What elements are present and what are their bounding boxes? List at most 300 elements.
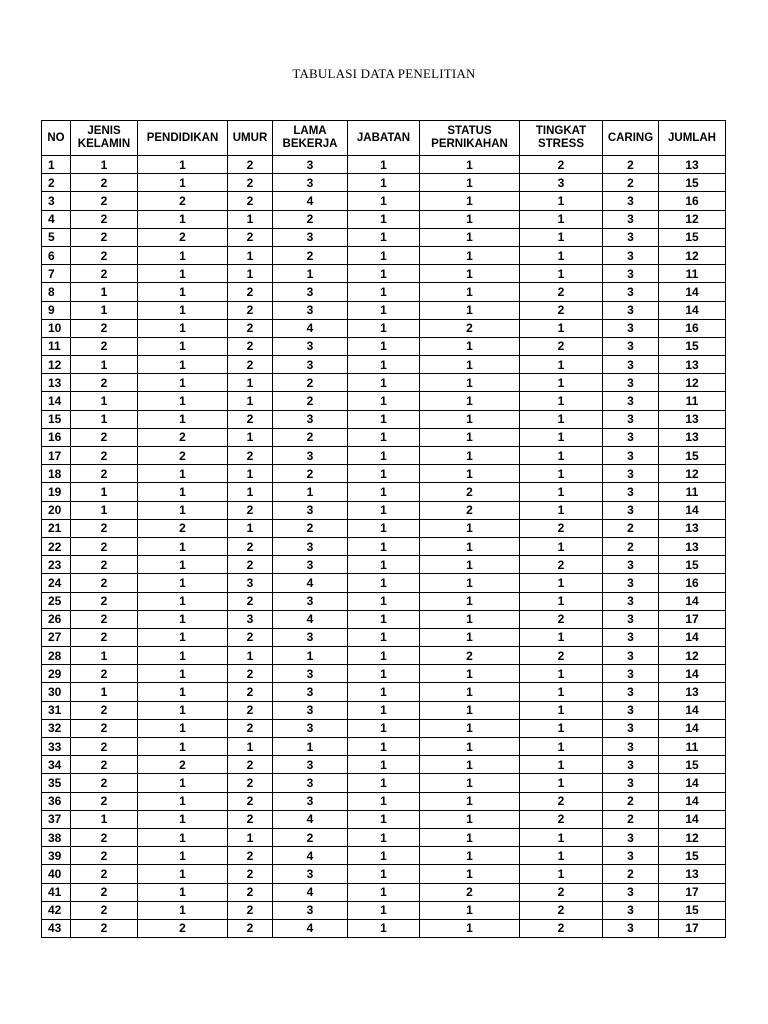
table-cell: 2 bbox=[273, 428, 348, 446]
table-cell: 1 bbox=[71, 283, 138, 301]
table-cell: 2 bbox=[273, 374, 348, 392]
table-cell: 12 bbox=[42, 356, 71, 374]
table-cell: 4 bbox=[273, 610, 348, 628]
table-row bbox=[42, 246, 726, 264]
table-cell: 36 bbox=[42, 792, 71, 810]
table-cell: 1 bbox=[520, 410, 603, 428]
table-cell: 2 bbox=[603, 537, 659, 555]
table-cell: 3 bbox=[273, 592, 348, 610]
table-cell: 4 bbox=[273, 319, 348, 337]
table-cell: 3 bbox=[603, 501, 659, 519]
table-cell: 1 bbox=[520, 265, 603, 283]
table-cell: 14 bbox=[659, 665, 726, 683]
table-cell: 14 bbox=[659, 592, 726, 610]
table-cell: 1 bbox=[520, 192, 603, 210]
table-cell: 20 bbox=[42, 501, 71, 519]
table-cell: 1 bbox=[520, 392, 603, 410]
table-cell: 3 bbox=[603, 319, 659, 337]
column-header bbox=[42, 121, 71, 156]
table-row bbox=[42, 647, 726, 665]
table-cell: 1 bbox=[348, 519, 420, 537]
table-cell: 2 bbox=[71, 228, 138, 246]
table-cell: 1 bbox=[71, 501, 138, 519]
table-cell: 1 bbox=[520, 774, 603, 792]
table-cell: 1 bbox=[348, 556, 420, 574]
table-cell: 12 bbox=[659, 246, 726, 264]
column-header-text: PENDIDIKAN bbox=[146, 131, 219, 144]
table-cell: 3 bbox=[273, 901, 348, 919]
table-cell: 1 bbox=[520, 356, 603, 374]
table-cell: 1 bbox=[420, 628, 520, 646]
table-cell: 14 bbox=[659, 301, 726, 319]
table-cell: 1 bbox=[420, 374, 520, 392]
table-cell: 1 bbox=[420, 574, 520, 592]
table-cell: 2 bbox=[228, 883, 273, 901]
table-cell: 1 bbox=[71, 483, 138, 501]
table-cell: 2 bbox=[71, 574, 138, 592]
column-header-text: TINGKAT bbox=[535, 125, 587, 137]
table-cell: 1 bbox=[420, 174, 520, 192]
table-cell: 2 bbox=[603, 792, 659, 810]
table-cell: 1 bbox=[348, 228, 420, 246]
table-cell: 2 bbox=[603, 174, 659, 192]
table-cell: 3 bbox=[273, 556, 348, 574]
table-cell: 2 bbox=[520, 810, 603, 828]
table-cell: 1 bbox=[71, 810, 138, 828]
table-cell: 3 bbox=[603, 665, 659, 683]
table-cell: 16 bbox=[659, 192, 726, 210]
table-row bbox=[42, 228, 726, 246]
table-cell: 1 bbox=[348, 301, 420, 319]
table-cell: 2 bbox=[138, 919, 228, 937]
table-cell: 18 bbox=[42, 465, 71, 483]
table-cell: 3 bbox=[273, 156, 348, 174]
table-cell: 3 bbox=[42, 192, 71, 210]
table-row bbox=[42, 719, 726, 737]
table-cell: 1 bbox=[348, 537, 420, 555]
table-cell: 1 bbox=[520, 465, 603, 483]
table-cell: 16 bbox=[42, 428, 71, 446]
table-cell: 3 bbox=[603, 556, 659, 574]
table-cell: 1 bbox=[71, 356, 138, 374]
table-cell: 17 bbox=[659, 610, 726, 628]
table-cell: 1 bbox=[420, 356, 520, 374]
table-row bbox=[42, 610, 726, 628]
table-cell: 1 bbox=[520, 428, 603, 446]
table-cell: 41 bbox=[42, 883, 71, 901]
table-cell: 2 bbox=[228, 792, 273, 810]
table-row bbox=[42, 810, 726, 828]
table-cell: 2 bbox=[71, 628, 138, 646]
table-cell: 2 bbox=[520, 337, 603, 355]
table-cell: 2 bbox=[71, 883, 138, 901]
table-row bbox=[42, 156, 726, 174]
table-cell: 14 bbox=[659, 810, 726, 828]
table-cell: 1 bbox=[348, 246, 420, 264]
table-cell: 2 bbox=[71, 919, 138, 937]
table-cell: 1 bbox=[348, 156, 420, 174]
table-cell: 4 bbox=[273, 574, 348, 592]
table-cell: 1 bbox=[138, 246, 228, 264]
table-cell: 1 bbox=[348, 865, 420, 883]
table-cell: 2 bbox=[228, 756, 273, 774]
table-row bbox=[42, 901, 726, 919]
table-cell: 2 bbox=[228, 156, 273, 174]
table-cell: 1 bbox=[420, 228, 520, 246]
table-cell: 1 bbox=[42, 156, 71, 174]
table-cell: 1 bbox=[348, 665, 420, 683]
table-cell: 1 bbox=[420, 774, 520, 792]
column-header-text: BEKERJA bbox=[282, 138, 338, 150]
table-cell: 2 bbox=[520, 610, 603, 628]
column-header-text: PERNIKAHAN bbox=[431, 138, 508, 150]
table-cell: 14 bbox=[659, 283, 726, 301]
table-cell: 2 bbox=[71, 537, 138, 555]
table-cell: 21 bbox=[42, 519, 71, 537]
table-cell: 14 bbox=[42, 392, 71, 410]
document-title: TABULASI DATA PENELITIAN bbox=[292, 66, 476, 81]
table-cell: 2 bbox=[228, 228, 273, 246]
table-cell: 15 bbox=[659, 847, 726, 865]
table-row bbox=[42, 738, 726, 756]
table-row bbox=[42, 883, 726, 901]
table-cell: 1 bbox=[420, 447, 520, 465]
table-cell: 2 bbox=[138, 192, 228, 210]
table-cell: 16 bbox=[659, 574, 726, 592]
table-cell: 2 bbox=[228, 556, 273, 574]
table-row bbox=[42, 501, 726, 519]
table-cell: 2 bbox=[520, 283, 603, 301]
table-cell: 1 bbox=[138, 174, 228, 192]
table-cell: 1 bbox=[138, 592, 228, 610]
table-cell: 1 bbox=[348, 265, 420, 283]
table-cell: 2 bbox=[520, 883, 603, 901]
table-cell: 3 bbox=[603, 337, 659, 355]
table-cell: 1 bbox=[420, 392, 520, 410]
table-cell: 1 bbox=[420, 865, 520, 883]
table-cell: 1 bbox=[348, 883, 420, 901]
table-cell: 1 bbox=[228, 465, 273, 483]
table-cell: 4 bbox=[273, 883, 348, 901]
table-row bbox=[42, 283, 726, 301]
table-cell: 1 bbox=[420, 901, 520, 919]
table-cell: 1 bbox=[348, 483, 420, 501]
table-cell: 2 bbox=[228, 337, 273, 355]
table-cell: 3 bbox=[273, 628, 348, 646]
table-cell: 1 bbox=[228, 483, 273, 501]
table-cell: 3 bbox=[603, 392, 659, 410]
table-cell: 1 bbox=[348, 174, 420, 192]
table-row bbox=[42, 447, 726, 465]
table-row bbox=[42, 919, 726, 937]
table-cell: 13 bbox=[659, 410, 726, 428]
table-cell: 2 bbox=[420, 883, 520, 901]
table-row bbox=[42, 174, 726, 192]
table-cell: 2 bbox=[71, 865, 138, 883]
table-cell: 1 bbox=[348, 719, 420, 737]
table-row bbox=[42, 519, 726, 537]
table-cell: 2 bbox=[71, 556, 138, 574]
table-cell: 3 bbox=[273, 174, 348, 192]
table-cell: 1 bbox=[520, 319, 603, 337]
table-cell: 1 bbox=[420, 210, 520, 228]
table-cell: 3 bbox=[273, 283, 348, 301]
column-header bbox=[520, 121, 603, 156]
table-cell: 2 bbox=[228, 628, 273, 646]
table-cell: 3 bbox=[273, 701, 348, 719]
table-cell: 2 bbox=[520, 556, 603, 574]
column-header-text: JUMLAH bbox=[668, 131, 716, 144]
table-cell: 2 bbox=[520, 901, 603, 919]
table-cell: 2 bbox=[603, 865, 659, 883]
table-cell: 2 bbox=[42, 174, 71, 192]
table-cell: 2 bbox=[71, 828, 138, 846]
table-cell: 27 bbox=[42, 628, 71, 646]
table-cell: 3 bbox=[273, 719, 348, 737]
table-cell: 1 bbox=[348, 847, 420, 865]
table-cell: 1 bbox=[348, 774, 420, 792]
table-cell: 1 bbox=[348, 901, 420, 919]
table-cell: 1 bbox=[348, 337, 420, 355]
table-cell: 2 bbox=[228, 719, 273, 737]
table-cell: 3 bbox=[273, 356, 348, 374]
table-cell: 3 bbox=[603, 192, 659, 210]
table-cell: 3 bbox=[603, 428, 659, 446]
table-cell: 9 bbox=[42, 301, 71, 319]
table-cell: 15 bbox=[659, 901, 726, 919]
column-header-text: NO bbox=[47, 131, 65, 144]
table-cell: 3 bbox=[273, 756, 348, 774]
table-cell: 16 bbox=[659, 319, 726, 337]
table-cell: 35 bbox=[42, 774, 71, 792]
table-cell: 1 bbox=[228, 828, 273, 846]
table-cell: 3 bbox=[603, 628, 659, 646]
table-cell: 4 bbox=[273, 847, 348, 865]
table-body bbox=[42, 156, 726, 938]
table-cell: 15 bbox=[659, 756, 726, 774]
table-cell: 3 bbox=[603, 447, 659, 465]
table-cell: 2 bbox=[71, 246, 138, 264]
table-cell: 2 bbox=[71, 337, 138, 355]
table-cell: 12 bbox=[659, 374, 726, 392]
table-cell: 1 bbox=[228, 392, 273, 410]
table-row bbox=[42, 756, 726, 774]
table-cell: 1 bbox=[138, 665, 228, 683]
table-cell: 3 bbox=[603, 374, 659, 392]
table-cell: 1 bbox=[420, 592, 520, 610]
table-cell: 11 bbox=[659, 738, 726, 756]
table-cell: 2 bbox=[520, 519, 603, 537]
table-cell: 1 bbox=[420, 665, 520, 683]
table-cell: 1 bbox=[420, 519, 520, 537]
column-header bbox=[659, 121, 726, 156]
table-cell: 3 bbox=[228, 574, 273, 592]
table-cell: 2 bbox=[603, 156, 659, 174]
table-cell: 1 bbox=[228, 519, 273, 537]
table-cell: 1 bbox=[420, 847, 520, 865]
table-cell: 1 bbox=[348, 356, 420, 374]
table-cell: 2 bbox=[138, 447, 228, 465]
table-cell: 14 bbox=[659, 719, 726, 737]
table-row bbox=[42, 683, 726, 701]
table-cell: 26 bbox=[42, 610, 71, 628]
table-cell: 1 bbox=[138, 410, 228, 428]
table-cell: 2 bbox=[71, 847, 138, 865]
table-cell: 2 bbox=[228, 192, 273, 210]
table-cell: 2 bbox=[228, 356, 273, 374]
table-cell: 1 bbox=[348, 283, 420, 301]
table-cell: 2 bbox=[71, 792, 138, 810]
table-cell: 2 bbox=[228, 283, 273, 301]
table-cell: 2 bbox=[228, 319, 273, 337]
column-header bbox=[138, 121, 228, 156]
table-cell: 32 bbox=[42, 719, 71, 737]
table-cell: 3 bbox=[273, 301, 348, 319]
table-cell: 3 bbox=[603, 774, 659, 792]
table-cell: 1 bbox=[348, 810, 420, 828]
table-cell: 1 bbox=[348, 319, 420, 337]
table-cell: 1 bbox=[273, 738, 348, 756]
column-header-text: JENIS bbox=[87, 125, 121, 137]
table-cell: 1 bbox=[138, 374, 228, 392]
table-cell: 1 bbox=[420, 410, 520, 428]
table-cell: 2 bbox=[71, 901, 138, 919]
table-cell: 1 bbox=[138, 265, 228, 283]
table-cell: 2 bbox=[420, 483, 520, 501]
table-cell: 1 bbox=[420, 537, 520, 555]
table-cell: 2 bbox=[71, 519, 138, 537]
table-cell: 1 bbox=[138, 865, 228, 883]
table-cell: 4 bbox=[273, 919, 348, 937]
table-cell: 2 bbox=[520, 919, 603, 937]
table-cell: 2 bbox=[71, 319, 138, 337]
table-cell: 1 bbox=[273, 483, 348, 501]
table-cell: 1 bbox=[138, 792, 228, 810]
table-cell: 1 bbox=[520, 756, 603, 774]
table-cell: 1 bbox=[138, 628, 228, 646]
table-cell: 1 bbox=[138, 847, 228, 865]
table-cell: 1 bbox=[138, 701, 228, 719]
table-cell: 1 bbox=[520, 701, 603, 719]
table-cell: 15 bbox=[659, 174, 726, 192]
table-cell: 5 bbox=[42, 228, 71, 246]
table-cell: 1 bbox=[520, 574, 603, 592]
table-cell: 1 bbox=[520, 483, 603, 501]
table-cell: 13 bbox=[42, 374, 71, 392]
table-cell: 11 bbox=[42, 337, 71, 355]
table-cell: 1 bbox=[520, 738, 603, 756]
table-cell: 1 bbox=[520, 228, 603, 246]
table-cell: 1 bbox=[520, 683, 603, 701]
table-cell: 3 bbox=[273, 537, 348, 555]
table-cell: 15 bbox=[42, 410, 71, 428]
table-cell: 39 bbox=[42, 847, 71, 865]
table-cell: 2 bbox=[138, 756, 228, 774]
table-cell: 34 bbox=[42, 756, 71, 774]
table-cell: 1 bbox=[348, 192, 420, 210]
table-cell: 2 bbox=[71, 592, 138, 610]
table-cell: 3 bbox=[603, 738, 659, 756]
table-cell: 3 bbox=[273, 410, 348, 428]
table-cell: 3 bbox=[273, 228, 348, 246]
table-cell: 12 bbox=[659, 210, 726, 228]
table-cell: 3 bbox=[273, 774, 348, 792]
table-cell: 1 bbox=[228, 738, 273, 756]
table-cell: 4 bbox=[42, 210, 71, 228]
table-cell: 2 bbox=[273, 519, 348, 537]
column-header bbox=[420, 121, 520, 156]
table-row bbox=[42, 865, 726, 883]
table-cell: 1 bbox=[520, 865, 603, 883]
table-cell: 2 bbox=[273, 828, 348, 846]
table-cell: 2 bbox=[520, 647, 603, 665]
table-cell: 3 bbox=[603, 883, 659, 901]
table-cell: 2 bbox=[71, 465, 138, 483]
table-cell: 2 bbox=[71, 610, 138, 628]
table-cell: 1 bbox=[138, 828, 228, 846]
table-cell: 1 bbox=[71, 392, 138, 410]
table-cell: 24 bbox=[42, 574, 71, 592]
table-cell: 1 bbox=[420, 683, 520, 701]
column-header bbox=[603, 121, 659, 156]
table-cell: 3 bbox=[603, 610, 659, 628]
table-cell: 17 bbox=[42, 447, 71, 465]
table-cell: 19 bbox=[42, 483, 71, 501]
table-cell: 3 bbox=[603, 246, 659, 264]
table-cell: 1 bbox=[138, 901, 228, 919]
table-cell: 3 bbox=[228, 610, 273, 628]
table-cell: 1 bbox=[520, 665, 603, 683]
column-header-text: JABATAN bbox=[356, 131, 411, 144]
table-cell: 1 bbox=[138, 774, 228, 792]
table-cell: 3 bbox=[603, 356, 659, 374]
table-cell: 1 bbox=[138, 283, 228, 301]
table-cell: 15 bbox=[659, 228, 726, 246]
table-cell: 2 bbox=[71, 738, 138, 756]
table-cell: 1 bbox=[138, 883, 228, 901]
table-cell: 11 bbox=[659, 265, 726, 283]
table-cell: 2 bbox=[603, 810, 659, 828]
table-row bbox=[42, 428, 726, 446]
table-cell: 2 bbox=[228, 847, 273, 865]
table-cell: 1 bbox=[420, 283, 520, 301]
table-cell: 2 bbox=[228, 774, 273, 792]
table-cell: 2 bbox=[71, 374, 138, 392]
table-cell: 1 bbox=[348, 374, 420, 392]
table-cell: 1 bbox=[348, 592, 420, 610]
table-cell: 1 bbox=[520, 447, 603, 465]
table-cell: 17 bbox=[659, 919, 726, 937]
table-cell: 1 bbox=[348, 828, 420, 846]
table-cell: 12 bbox=[659, 828, 726, 846]
table-cell: 1 bbox=[520, 628, 603, 646]
table-cell: 2 bbox=[71, 265, 138, 283]
table-cell: 1 bbox=[138, 610, 228, 628]
table-header-row bbox=[42, 121, 726, 156]
table-cell: 38 bbox=[42, 828, 71, 846]
table-cell: 1 bbox=[420, 192, 520, 210]
table-cell: 4 bbox=[273, 810, 348, 828]
table-cell: 13 bbox=[659, 865, 726, 883]
table-cell: 40 bbox=[42, 865, 71, 883]
table-cell: 15 bbox=[659, 447, 726, 465]
table-row bbox=[42, 592, 726, 610]
table-cell: 2 bbox=[273, 465, 348, 483]
table-cell: 1 bbox=[138, 537, 228, 555]
table-cell: 2 bbox=[420, 647, 520, 665]
table-cell: 1 bbox=[348, 465, 420, 483]
table-row bbox=[42, 574, 726, 592]
